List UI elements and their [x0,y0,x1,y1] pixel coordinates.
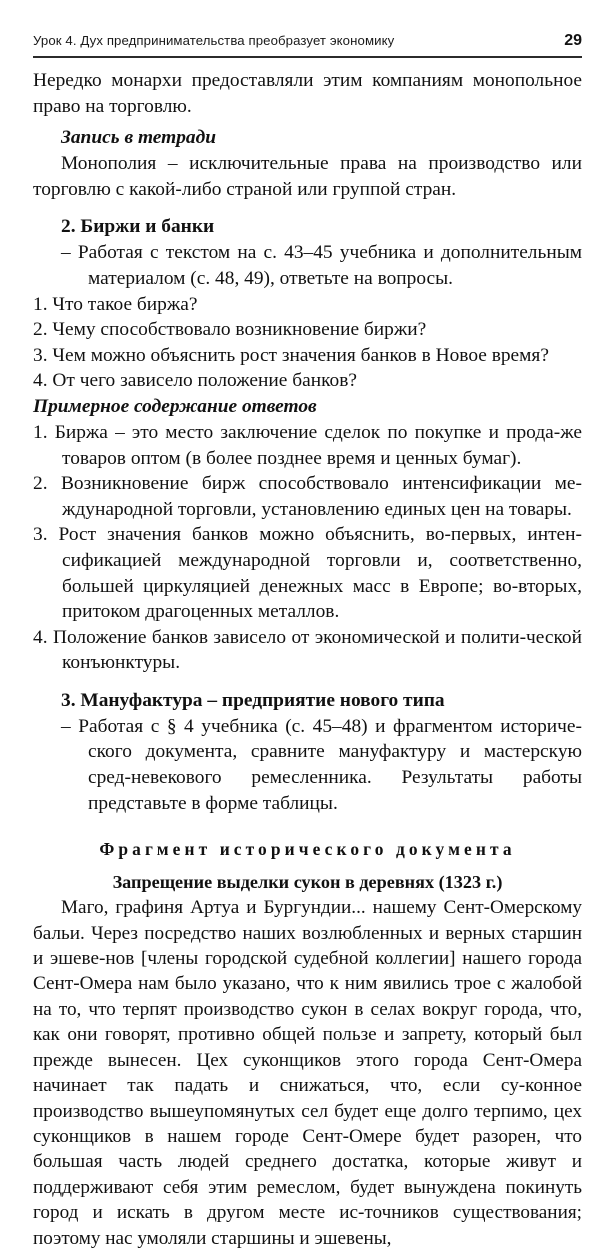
text-column [33,68,582,1251]
answer-item: 1. Биржа – это место заключение сделок по покупке и прода-же товаров оптом (в более позднее время и ценных бумаг). [33,421,582,469]
answer-item: 3. Рост значения банков можно объяснить, во-первых, интен-сификацией международной торговли и, соответственно, большей циркуляцией денежных масс в Европе; во-вторых, притоком драгоценных металлов. [33,524,582,623]
document-paragraph: Маго, графиня Артуа и Бургундии... нашему Сент-Омерскому бальи. Через посредство наших возлюбленных и верных старшин и эшеве-нов [члены городской судебной коллегии] нашего города Сент-Омера нам было указано, что к ним явились трое с жалобой на то, что терпят производство сукон в селах вокруг города, что, как они говорят, противно общей пользе и запрету, который был прежде вынесен. Цех суконщиков этого города Сент-Омера начинает так падать и снижаться, что, если су-конное производство вышеупомянутых сел будет еще долго терпимо, цех суконщиков в нашем городе Сент-Омере будет разорен, что большая часть людей среднего достатка, которые живут и поддерживают себя этим ремеслом, будет вынуждена покинуть город и искать в другом месте ис-точников существования; поэтому нас умоляли старшины и эшевены, [33,897,582,1249]
question-item: 2. Чему способствовало возникновение биржи? [33,319,427,341]
document-title: Запрещение выделки сукон в деревнях (1323 г.) [112,872,503,893]
question-item: 3. Чем можно объяснить рост значения банков в Новое время? [33,344,549,366]
section-2-task: – Работая с текстом на с. 43–45 учебника и дополнительным материалом (с. 48, 49), ответьте на вопросы. [61,242,582,289]
section-3-heading: 3. Мануфактура – предприятие нового типа [61,689,445,711]
answers-heading: Примерное содержание ответов [33,395,317,417]
answer-item: 2. Возникновение бирж способствовало интенсификации ме-ждународной торговли, установлению единых цен на товары. [33,473,582,520]
spacer [33,676,582,688]
page-number: 29 [564,32,582,49]
header-divider [33,56,582,58]
section-3-task: – Работая с § 4 учебника (с. 45–48) и фрагментом историче-ского документа, сравните мануфактуру и мастерскую сред-невекового ремесленника. Результаты работы представьте в форме таблицы. [61,715,582,814]
question-item: 4. От чего зависело положение банков? [33,370,357,392]
question-item: 1. Что такое биржа? [33,293,198,315]
spacer [33,862,582,870]
running-header-title: Урок 4. Дух предпринимательства преобразует экономику [33,33,395,48]
answer-item: 4. Положение банков зависело от экономической и полити-ческой конъюнктуры. [33,626,582,674]
spacer [33,816,582,836]
opening-paragraph: Нередко монархи предоставляли этим компаниям монопольное право на торговлю. [33,70,582,117]
note-heading: Запись в тетради [61,127,217,149]
spacer [33,202,582,214]
note-definition: Монополия – исключительные права на производство или торговлю с какой-либо страной или группой стран. [33,153,582,200]
document-kicker: Фрагмент исторического документа [99,839,516,860]
section-2-heading: 2. Биржи и банки [61,216,215,238]
running-header [33,32,582,50]
